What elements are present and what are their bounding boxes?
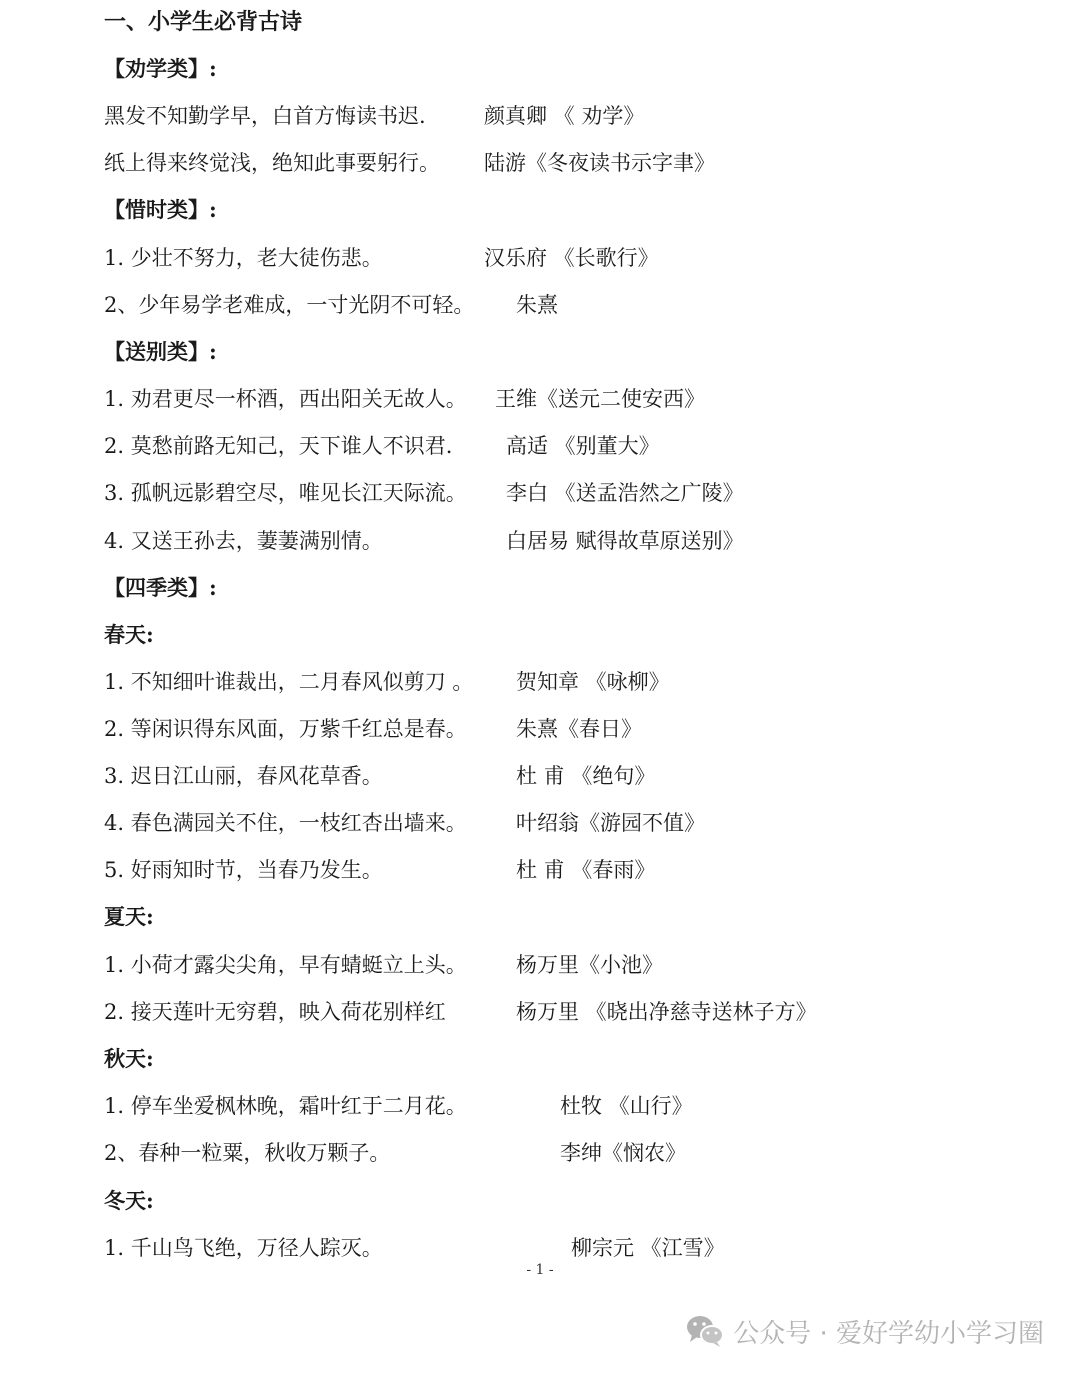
category-heading-siji: 【四季类】: bbox=[104, 575, 217, 600]
poem-text: 3. 孤帆远影碧空尽，唯见长江天际流。 bbox=[104, 481, 467, 505]
watermark bbox=[685, 1311, 1044, 1351]
poem-source: 贺知章 《咏柳》 bbox=[516, 670, 670, 694]
poem-source: 白居易 赋得故草原送别》 bbox=[506, 529, 744, 553]
poem-text: 2、春种一粒粟，秋收万颗子。 bbox=[104, 1141, 391, 1165]
poem-source: 杨万里 《晓出净慈寺送林子方》 bbox=[516, 1000, 817, 1024]
poem-text: 1. 劝君更尽一杯酒，西出阳关无故人。 bbox=[104, 387, 467, 411]
page-title: 一、小学生必背古诗 bbox=[104, 9, 303, 35]
poem-text: 1. 小荷才露尖尖角，早有蜻蜓立上头。 bbox=[104, 953, 467, 977]
poem-text: 黑发不知勤学早，白首方悔读书迟. bbox=[104, 104, 426, 128]
poem-text: 1. 停车坐爱枫林晚，霜叶红于二月花。 bbox=[104, 1094, 467, 1118]
poem-text: 1. 少壮不努力，老大徒伤悲。 bbox=[104, 246, 383, 270]
season-heading-autumn: 秋天: bbox=[104, 1046, 154, 1071]
poem-source: 王维《送元二使安西》 bbox=[495, 387, 705, 411]
poem-source: 李绅《悯农》 bbox=[560, 1141, 686, 1165]
poem-source: 杨万里《小池》 bbox=[516, 953, 663, 977]
season-heading-summer: 夏天: bbox=[104, 904, 154, 929]
poem-source: 杜牧 《山行》 bbox=[560, 1094, 693, 1118]
poem-source: 李白 《送孟浩然之广陵》 bbox=[506, 481, 744, 505]
poem-text: 2. 等闲识得东风面，万紫千红总是春。 bbox=[104, 717, 467, 741]
poem-source: 朱熹 bbox=[516, 293, 558, 317]
poem-source: 杜 甫 《春雨》 bbox=[516, 858, 656, 882]
poem-source: 杜 甫 《绝句》 bbox=[516, 764, 656, 788]
poem-text: 1. 千山鸟飞绝，万径人踪灭。 bbox=[104, 1236, 383, 1260]
watermark-text: 公众号 · 爱好学幼小学习圈 bbox=[733, 1318, 1044, 1349]
poem-source: 柳宗元 《江雪》 bbox=[571, 1236, 725, 1260]
category-heading-songbie: 【送别类】: bbox=[104, 339, 217, 364]
season-heading-spring: 春天: bbox=[104, 622, 154, 647]
poem-source: 汉乐府 《长歌行》 bbox=[484, 246, 659, 270]
poem-source: 朱熹《春日》 bbox=[516, 717, 642, 741]
page-number: - 1 - bbox=[526, 1262, 554, 1278]
category-heading-quanxue: 【劝学类】: bbox=[104, 56, 217, 81]
poem-text: 2、少年易学老难成，一寸光阴不可轻。 bbox=[104, 293, 475, 317]
poem-text: 1. 不知细叶谁裁出，二月春风似剪刀 。 bbox=[104, 670, 474, 694]
poem-source: 叶绍翁《游园不值》 bbox=[516, 811, 705, 835]
season-heading-winter: 冬天: bbox=[104, 1188, 154, 1213]
wechat-icon bbox=[685, 1313, 725, 1349]
poem-source: 高适 《别董大》 bbox=[506, 434, 660, 458]
poem-source: 陆游《冬夜读书示字聿》 bbox=[484, 151, 715, 175]
poem-text: 4. 春色满园关不住，一枝红杏出墙来。 bbox=[104, 811, 467, 835]
poem-text: 3. 迟日江山丽，春风花草香。 bbox=[104, 764, 383, 788]
poem-text: 2. 接天莲叶无穷碧，映入荷花别样红 bbox=[104, 1000, 446, 1024]
poem-source: 颜真卿 《 劝学》 bbox=[484, 104, 645, 128]
poem-text: 纸上得来终觉浅，绝知此事要躬行。 bbox=[104, 151, 440, 175]
poem-text: 2. 莫愁前路无知己，天下谁人不识君. bbox=[104, 434, 453, 458]
poem-text: 4. 又送王孙去，萋萋满别情。 bbox=[104, 529, 383, 553]
poem-text: 5. 好雨知时节，当春乃发生。 bbox=[104, 858, 383, 882]
category-heading-xishi: 【惜时类】: bbox=[104, 197, 217, 222]
